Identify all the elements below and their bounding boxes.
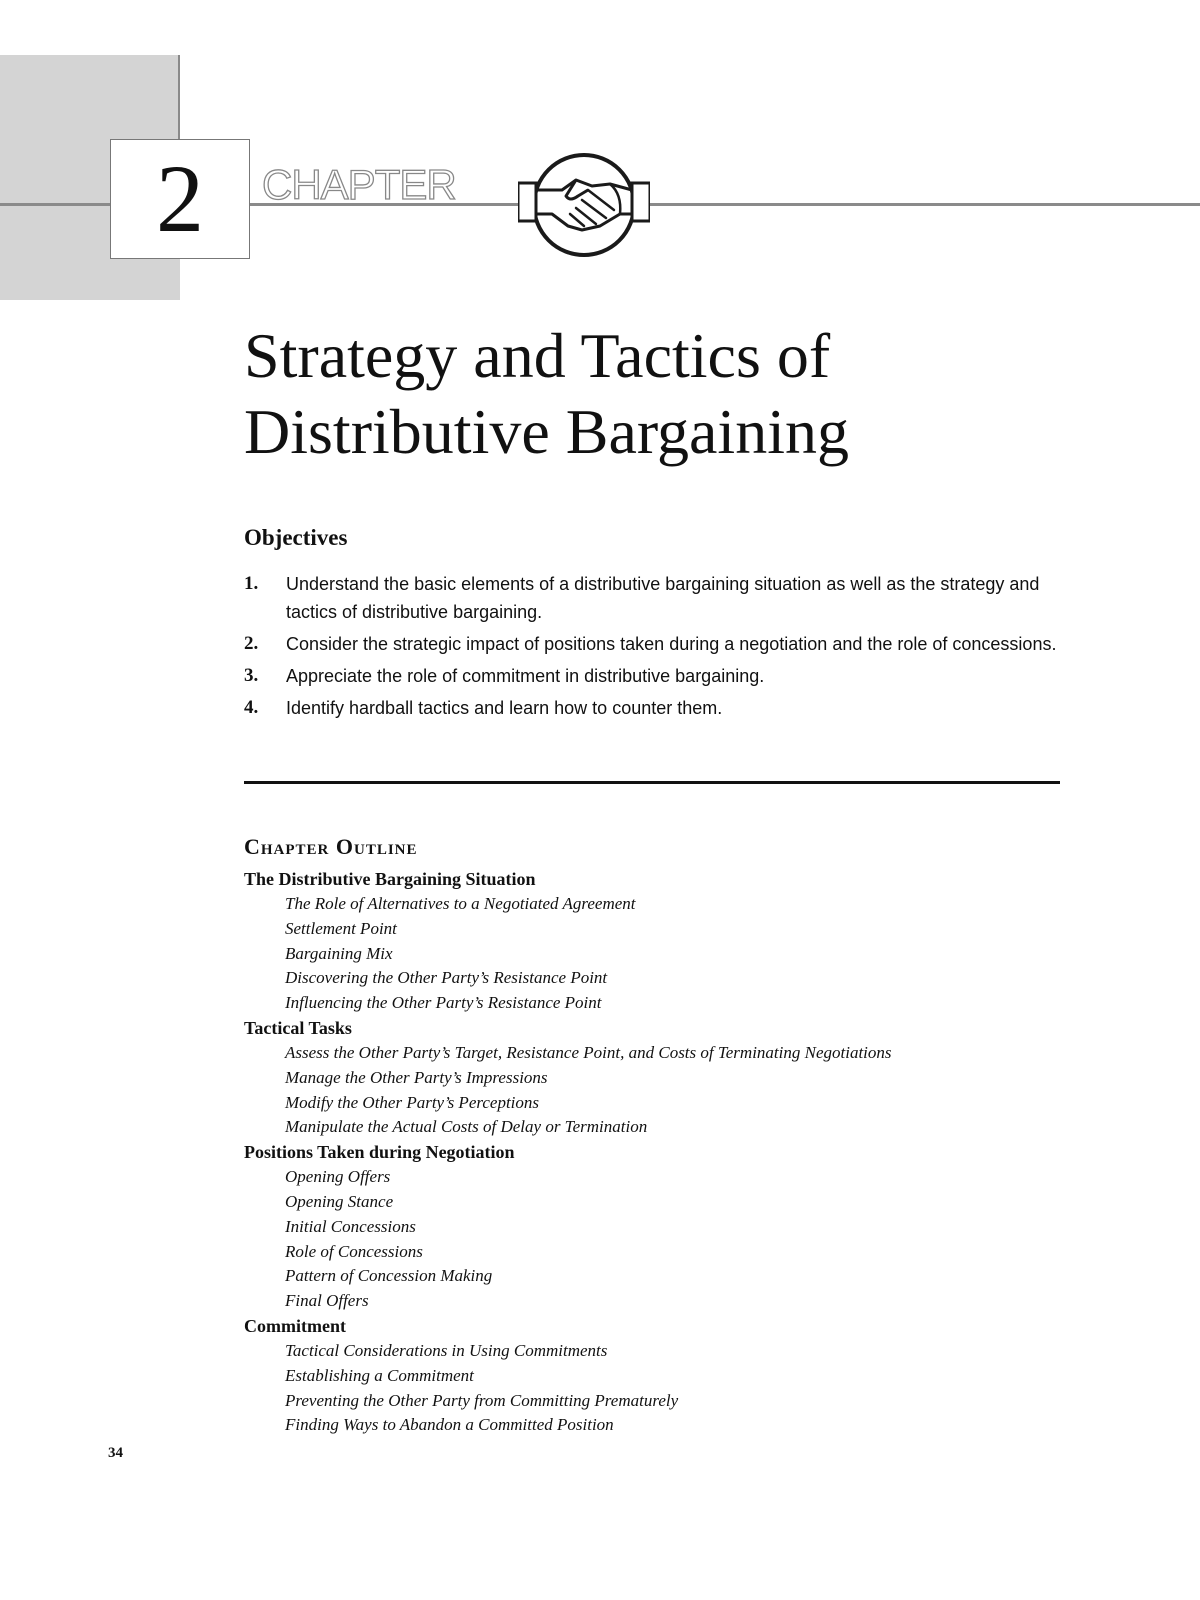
outline-subsection-item: Preventing the Other Party from Committing Prematurely <box>285 1390 679 1410</box>
outline-section <box>244 867 1044 1016</box>
page-title <box>244 318 849 470</box>
objective-item <box>244 630 1064 658</box>
outline-subsection-item: Manipulate the Actual Costs of Delay or Termination <box>285 1117 648 1137</box>
outline-subsection-item: Role of Concessions <box>285 1241 423 1261</box>
outline-subsection-item: Settlement Point <box>285 918 397 938</box>
objectives-heading: Objectives <box>244 525 348 550</box>
chapter-vertical-rule <box>178 55 180 143</box>
outline-section <box>244 1016 1044 1140</box>
outline-subsection-item: Establishing a Commitment <box>285 1365 474 1385</box>
outline-subsection-list <box>244 892 1044 1016</box>
chapter-number: 2 <box>156 145 204 252</box>
outline-subsection-item: Pattern of Concession Making <box>285 1266 493 1286</box>
outline-subsection-item: Opening Stance <box>285 1191 394 1211</box>
outline-subsection-item: Opening Offers <box>285 1167 391 1187</box>
outline-section <box>244 1140 1044 1314</box>
outline-subsection-item: Initial Concessions <box>285 1216 416 1236</box>
outline-subsection-item: Discovering the Other Party’s Resistance Point <box>285 968 608 988</box>
chapter-label: CHAPTER <box>262 161 456 208</box>
outline-subsection-list <box>244 1041 1044 1140</box>
page-number: 34 <box>108 1445 123 1461</box>
objective-number: 1. <box>244 573 259 594</box>
objective-item <box>244 662 1064 690</box>
outline-subsection-item: Bargaining Mix <box>285 943 393 963</box>
objective-item <box>244 570 1064 626</box>
objective-text: Identify hardball tactics and learn how to counter them. <box>286 698 723 718</box>
objective-item <box>244 694 1064 722</box>
outline-subsection-list <box>244 1339 1044 1438</box>
objective-number: 2. <box>244 633 259 654</box>
outline-section-title: Positions Taken during Negotiation <box>244 1142 515 1163</box>
title-line-2: Distributive Bargaining <box>244 396 849 467</box>
outline-subsection-item: Final Offers <box>285 1291 369 1311</box>
outline-section-title: Tactical Tasks <box>244 1017 352 1038</box>
chapter-number-box <box>110 139 250 259</box>
outline-subsection-item: Influencing the Other Party’s Resistance Point <box>285 993 602 1013</box>
outline-section-title: The Distributive Bargaining Situation <box>244 869 536 889</box>
title-line-1: Strategy and Tactics of <box>244 320 831 391</box>
objectives-list <box>244 570 1064 726</box>
outline-subsection-item: The Role of Alternatives to a Negotiated Agreement <box>285 894 636 913</box>
objective-text: Consider the strategic impact of positions taken during a negotiation and the role of concessions. <box>286 634 1057 654</box>
outline-subsection-item: Finding Ways to Abandon a Committed Position <box>285 1415 614 1435</box>
objective-number: 3. <box>244 665 259 686</box>
chapter-outline-heading: Chapter Outline <box>244 834 418 859</box>
outline-section-title: Commitment <box>244 1315 346 1336</box>
outline-section <box>244 1314 1044 1438</box>
outline-subsection-item: Manage the Other Party’s Impressions <box>285 1067 548 1087</box>
chapter-outline <box>244 867 1044 1438</box>
objective-text: Understand the basic elements of a distributive bargaining situation as well as the strategy and tactics of distributive bargaining. <box>286 574 1040 622</box>
handshake-icon <box>518 150 650 260</box>
outline-subsection-item: Assess the Other Party’s Target, Resistance Point, and Costs of Terminating Negotiations <box>285 1042 892 1062</box>
outline-subsection-list <box>244 1165 1044 1314</box>
outline-subsection-item: Tactical Considerations in Using Commitments <box>285 1340 608 1360</box>
section-divider <box>244 781 1060 784</box>
objective-number: 4. <box>244 697 259 718</box>
outline-subsection-item: Modify the Other Party’s Perceptions <box>285 1092 540 1112</box>
objective-text: Appreciate the role of commitment in distributive bargaining. <box>286 666 765 686</box>
